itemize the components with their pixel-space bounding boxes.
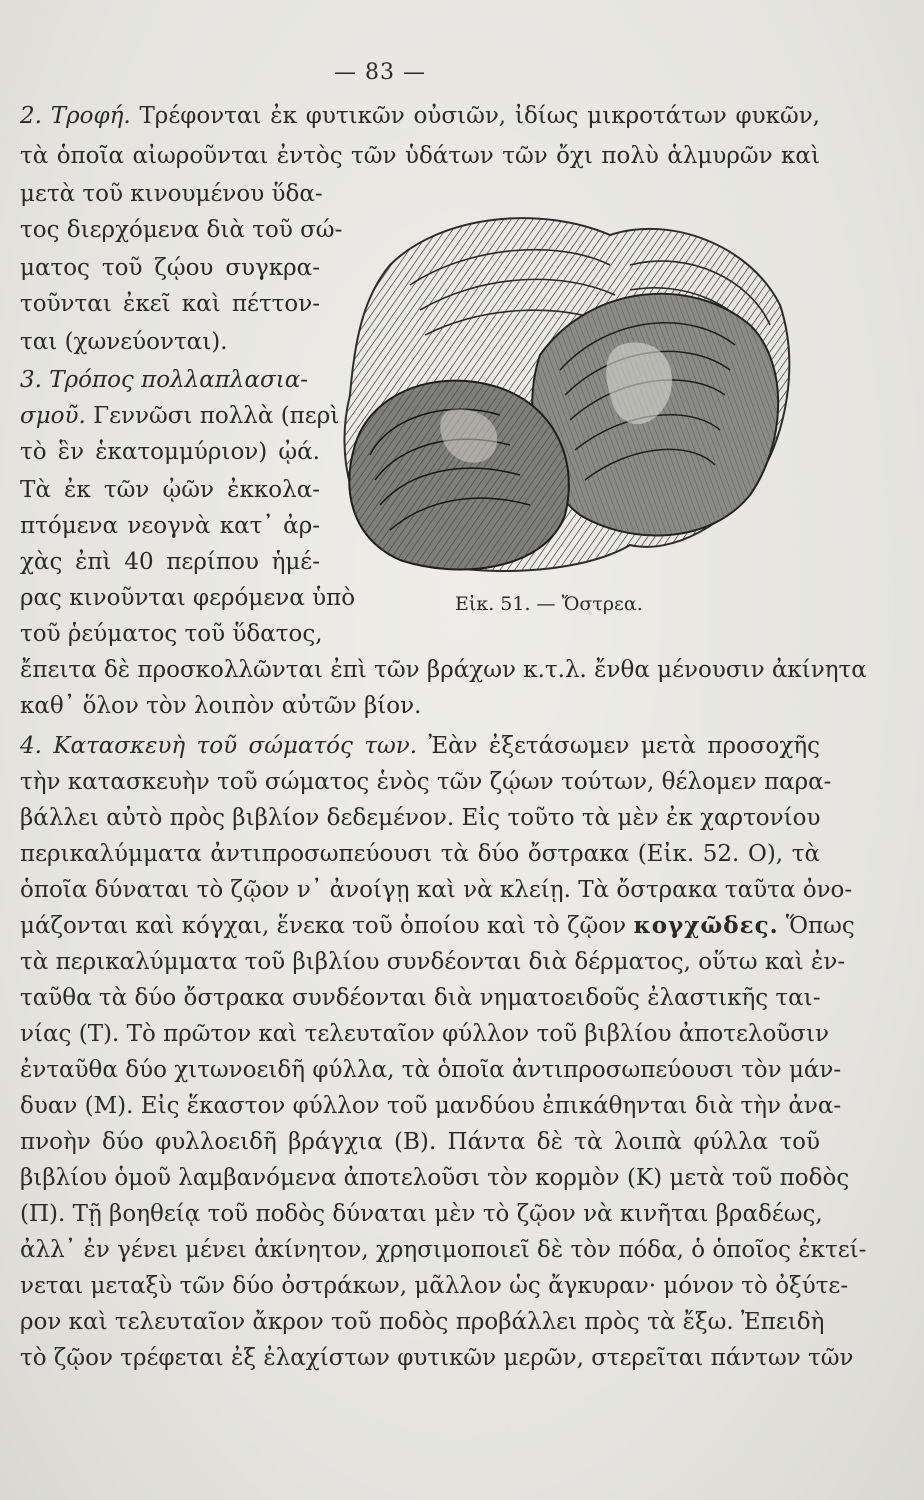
section4-line-6-a: μάζονται καὶ κόγχαι, ἕνεκα τοῦ ὁποίου καὶ τὸ ζῷον xyxy=(20,913,627,939)
section2-line-6: τοῦνται ἐκεῖ καὶ πέττον- xyxy=(20,291,320,317)
section3-line-6: ρας κινοῦνται φερόμενα ὑπὸ xyxy=(20,585,356,611)
section4-line-3: βάλλει αὐτὸ πρὸς βιβλίον δεδεμένον. Εἰς τοῦτο τὰ μὲν ἐκ χαρτονίου xyxy=(20,805,821,831)
section2-line-3: μετὰ τοῦ κινουμένου ὕδα- xyxy=(20,181,323,207)
section4-line-1-text: Ἐὰν ἐξετάσωμεν μετὰ προσοχῆς xyxy=(428,733,820,759)
section2-line-2: τὰ ὁποῖα αἰωροῦνται ἐντὸς τῶν ὑδάτων τῶν ὄχι πολὺ ἁλμυρῶν καὶ xyxy=(20,143,820,169)
section2-line-1-text: Τρέφονται ἐκ φυτικῶν οὐσιῶν, ἰδίως μικροτάτων φυκῶν, xyxy=(139,103,820,129)
section4-line-13: βιβλίου ὁμοῦ λαμβανόμενα ἀποτελοῦσι τὸν κορμὸν (Κ) μετὰ τοῦ ποδὸς xyxy=(20,1165,850,1191)
section4-line-8: ταῦθα τὰ δύο ὄστρακα συνδέονται διὰ νηματοειδοῦς ἐλαστικῆς ται- xyxy=(20,985,821,1011)
section3-line-1 xyxy=(20,400,340,432)
section4-line-9: νίας (Τ). Τὸ πρῶτον καὶ τελευταῖον φύλλον τοῦ βιβλίου ἀποτελοῦσιν xyxy=(20,1021,829,1047)
section3-line-2: τὸ ἓν ἑκατομμύριον) ᾠά. xyxy=(20,439,320,465)
section3-line-1-text: Γεννῶσι πολλὰ (περὶ xyxy=(93,403,340,429)
section4-line-4: περικαλύμματα ἀντιπροσωπεύουσι τὰ δύο ὄστρακα (Εἰκ. 52. Ο), τὰ xyxy=(20,841,820,867)
section3-line-5: χὰς ἐπὶ 40 περίπου ἡμέ- xyxy=(20,549,320,575)
section4-line-1 xyxy=(20,730,820,762)
section3-line-8: ἔπειτα δὲ προσκολλῶνται ἐπὶ τῶν βράχων κ.τ.λ. ἔνθα μένουσιν ἀκίνητα xyxy=(20,657,867,683)
section4-line-18: τὸ ζῷον τρέφεται ἐξ ἐλαχίστων φυτικῶν μερῶν, στερεῖται πάντων τῶν xyxy=(20,1345,854,1371)
section4-line-17: ρον καὶ τελευταῖον ἄκρον τοῦ ποδὸς προβάλλει πρὸς τὰ ἔξω. Ἐπειδὴ xyxy=(20,1309,825,1335)
section4-line-5: ὁποῖα δύναται τὸ ζῷον ν᾽ ἀνοίγῃ καὶ νὰ κλείῃ. Τὰ ὄστρακα ταῦτα ὀνο- xyxy=(20,877,853,903)
section4-line-6 xyxy=(20,910,855,942)
bold-term: κογχῶδες. xyxy=(633,912,779,939)
section3-line-7: τοῦ ῥεύματος τοῦ ὕδατος, xyxy=(20,621,323,647)
section4-line-11: δυαν (Μ). Εἰς ἕκαστον φύλλον τοῦ μανδύου ἐπικάθηνται διὰ τὴν ἀνα- xyxy=(20,1093,842,1119)
page-number: — 83 — xyxy=(334,60,426,85)
figure-caption: Εἰκ. 51. — Ὄστρεα. xyxy=(455,593,643,615)
section3-line-4: πτόμενα νεογνὰ κατ᾽ ἀρ- xyxy=(20,513,320,539)
section3-heading-end: σμοῦ. xyxy=(20,403,86,429)
section3-line-3: Τὰ ἐκ τῶν ᾠῶν ἐκκολα- xyxy=(20,477,320,503)
section3-line-9: καθ᾽ ὅλον τὸν λοιπὸν αὐτῶν βίον. xyxy=(20,693,422,719)
section4-line-10: ἐνταῦθα δύο χιτωνοειδῆ φύλλα, τὰ ὁποῖα ἀντιπροσωπεύουσι τὸν μάν- xyxy=(20,1057,842,1083)
section2-line-7: ται (χωνεύονται). xyxy=(20,329,228,355)
section4-line-2: τὴν κατασκευὴν τοῦ σώματος ἑνὸς τῶν ζῴων τούτων, θέλομεν παρα- xyxy=(20,769,832,795)
section4-line-14: (Π). Τῇ βοηθείᾳ τοῦ ποδὸς δύναται μὲν τὸ ζῷον νὰ κινῆται βραδέως, xyxy=(20,1201,823,1227)
section2-line-4: τος διερχόμενα διὰ τοῦ σώ- xyxy=(20,217,343,243)
section4-line-16: νεται μεταξὺ τῶν δύο ὀστράκων, μᾶλλον ὡς ἄγκυραν· μόνον τὸ ὀξύτε- xyxy=(20,1273,849,1299)
section2-line-5: ματος τοῦ ζῴου συγκρα- xyxy=(20,255,320,281)
section2-heading: 2. Τροφή. xyxy=(20,103,131,129)
section4-line-7: τὰ περικαλύμματα τοῦ βιβλίου συνδέονται διὰ δέρματος, οὕτω καὶ ἐν- xyxy=(20,949,846,975)
section4-line-12: πνοὴν δύο φυλλοειδῆ βράγχια (Β). Πάντα δὲ τὰ λοιπὰ φύλλα τοῦ xyxy=(20,1129,820,1155)
section4-line-15: ἀλλ᾽ ἐν γένει μένει ἀκίνητον, χρησιμοποιεῖ δὲ τὸν πόδα, ὁ ὁποῖος ἐκτεί- xyxy=(20,1237,867,1263)
section4-heading: 4. Κατασκευὴ τοῦ σώματός των. xyxy=(20,733,418,759)
section3-heading: 3. Τρόπος πολλαπλασια- xyxy=(20,367,309,393)
section4-line-6-b: Ὅπως xyxy=(785,913,855,939)
section2-line-1 xyxy=(20,100,820,132)
oyster-illustration xyxy=(330,195,800,585)
